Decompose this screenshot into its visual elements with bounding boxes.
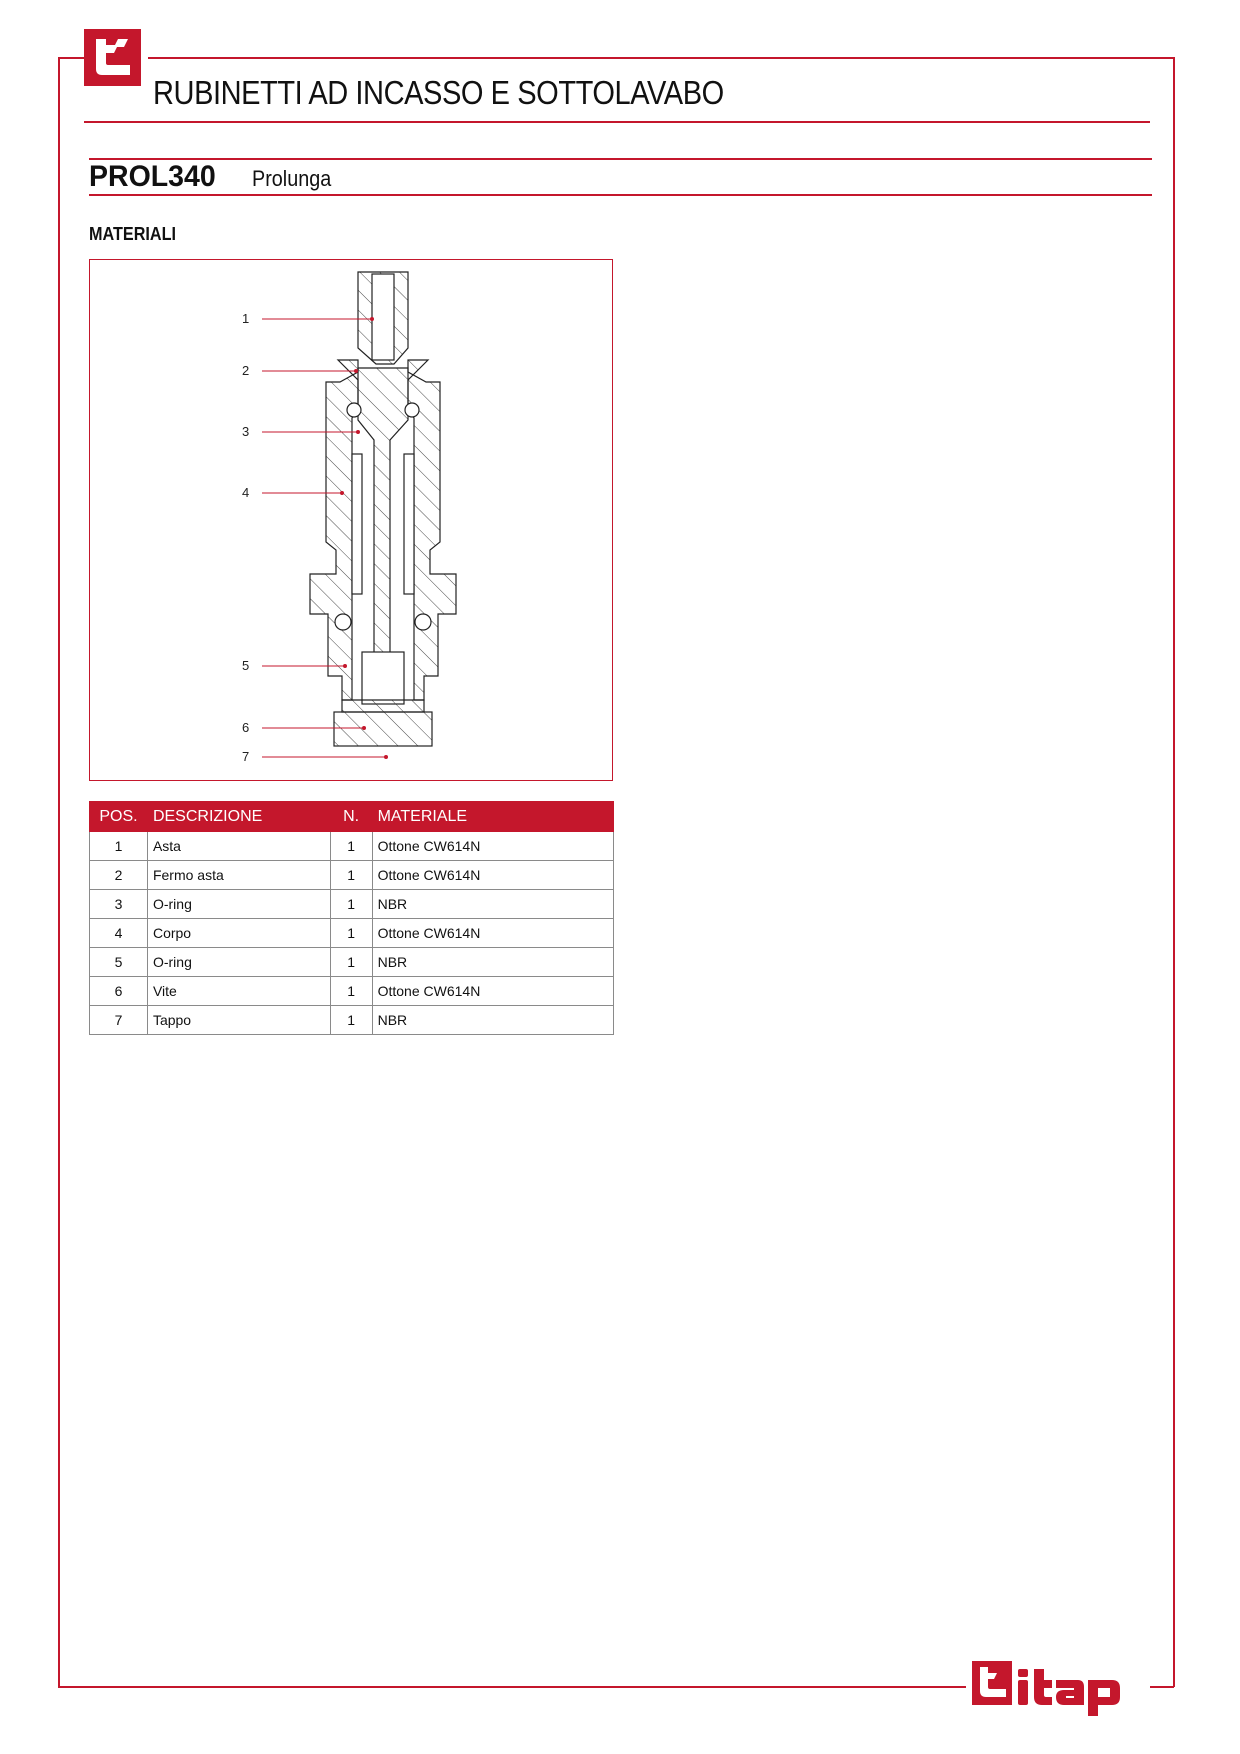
- page-title: RUBINETTI AD INCASSO E SOTTOLAVABO: [153, 74, 724, 111]
- cell-descrizione: O-ring: [147, 948, 330, 977]
- cell-descrizione: Fermo asta: [147, 861, 330, 890]
- cell-descrizione: Corpo: [147, 919, 330, 948]
- frame-top-left-line: [58, 57, 84, 59]
- leader-dot-2: [354, 369, 358, 373]
- oring-lower-right: [415, 614, 431, 630]
- cell-pos: 5: [90, 948, 148, 977]
- drawing-frame: [89, 259, 613, 781]
- callout-2: 2: [242, 363, 250, 378]
- lower-bore: [362, 652, 404, 704]
- product-name: Prolunga: [252, 166, 332, 191]
- cell-pos: 4: [90, 919, 148, 948]
- callout-3: 3: [242, 424, 250, 439]
- frame-top-line: [148, 57, 1174, 59]
- header-n: N.: [330, 802, 372, 832]
- callout-6: 6: [242, 720, 250, 735]
- screw-part: [342, 700, 424, 712]
- cap-part: [334, 712, 432, 746]
- table-row: [90, 861, 614, 890]
- itap-wordmark-logo: [972, 1661, 1144, 1716]
- cell-pos: 7: [90, 1006, 148, 1035]
- leader-dot-5: [343, 664, 347, 668]
- product-bottom-line: [89, 194, 1152, 196]
- cell-materiale: NBR: [372, 1006, 613, 1035]
- callout-1: 1: [242, 311, 250, 326]
- leader-dot-6: [362, 726, 366, 730]
- cell-n: 1: [330, 832, 372, 861]
- cell-n: 1: [330, 948, 372, 977]
- cell-materiale: Ottone CW614N: [372, 977, 613, 1006]
- product-top-line: [89, 158, 1152, 160]
- cell-pos: 3: [90, 890, 148, 919]
- table-row: [90, 948, 614, 977]
- table-row: [90, 890, 614, 919]
- table-row: [90, 919, 614, 948]
- leader-dot-3: [356, 430, 360, 434]
- table-row: [90, 977, 614, 1006]
- cross-section-drawing: [90, 260, 612, 780]
- oring-upper-left: [347, 403, 361, 417]
- cell-pos: 6: [90, 977, 148, 1006]
- cell-descrizione: Asta: [147, 832, 330, 861]
- header-materiale: MATERIALE: [372, 802, 613, 832]
- itap-symbol-logo: [84, 29, 141, 86]
- cell-n: 1: [330, 1006, 372, 1035]
- cell-materiale: NBR: [372, 890, 613, 919]
- leader-dot-4: [340, 491, 344, 495]
- callout-4: 4: [242, 485, 250, 500]
- product-code: PROL340: [89, 160, 216, 193]
- cell-n: 1: [330, 977, 372, 1006]
- cell-n: 1: [330, 861, 372, 890]
- core-part: [358, 368, 408, 658]
- table-row: [90, 1006, 614, 1035]
- header-descrizione: DESCRIZIONE: [147, 802, 330, 832]
- cell-materiale: Ottone CW614N: [372, 832, 613, 861]
- cell-n: 1: [330, 919, 372, 948]
- table-header-row: [90, 802, 614, 832]
- leader-dot-1: [370, 317, 374, 321]
- cell-descrizione: Vite: [147, 977, 330, 1006]
- sleeve-right: [404, 454, 414, 594]
- cell-n: 1: [330, 890, 372, 919]
- oring-lower-left: [335, 614, 351, 630]
- leader-dot-7: [384, 755, 388, 759]
- section-title: MATERIALI: [89, 224, 176, 244]
- cell-descrizione: O-ring: [147, 890, 330, 919]
- cell-materiale: Ottone CW614N: [372, 919, 613, 948]
- cell-descrizione: Tappo: [147, 1006, 330, 1035]
- cell-pos: 1: [90, 832, 148, 861]
- materials-table: [89, 801, 614, 1035]
- callout-5: 5: [242, 658, 250, 673]
- frame-right-line: [1173, 57, 1175, 1687]
- frame-bottom-line: [58, 1686, 966, 1688]
- cell-materiale: Ottone CW614N: [372, 861, 613, 890]
- frame-bottom-right-line: [1150, 1686, 1174, 1688]
- stem-bore: [372, 274, 394, 360]
- table-row: [90, 832, 614, 861]
- header-divider: [84, 121, 1150, 123]
- sleeve-left: [352, 454, 362, 594]
- header-pos: POS.: [90, 802, 148, 832]
- cell-pos: 2: [90, 861, 148, 890]
- oring-upper-right: [405, 403, 419, 417]
- frame-left-line: [58, 57, 60, 1687]
- callout-7: 7: [242, 749, 250, 764]
- cell-materiale: NBR: [372, 948, 613, 977]
